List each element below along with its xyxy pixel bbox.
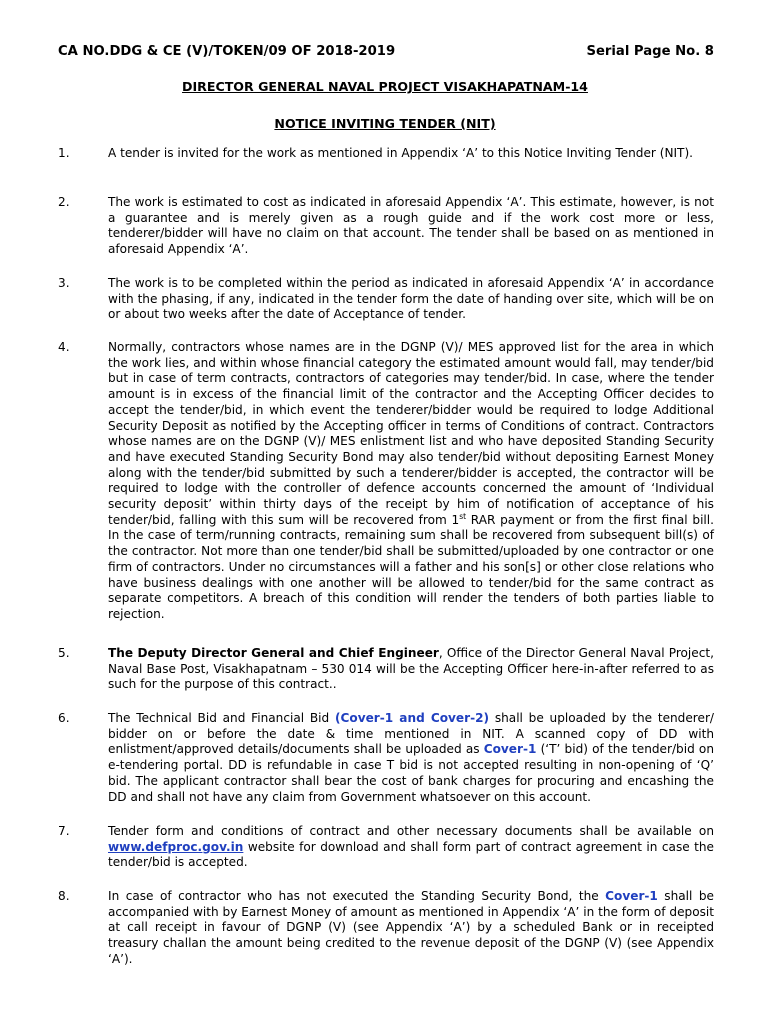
- clause-number: 5.: [58, 646, 70, 660]
- clause-number: 4.: [58, 340, 70, 354]
- clause-text: [108, 889, 714, 968]
- clause-text: A tender is invited for the work as mentioned in Appendix ‘A’ to this Notice Inviting Tender (NIT).: [108, 146, 694, 160]
- clause-text: [108, 824, 714, 871]
- clause-number: 2.: [58, 195, 70, 209]
- clause-text-part: Normally, contractors whose names are in the DGNP (V)/ MES approved list for the area in which the work lies, and within whose financial category the estimated amount would fall, may tender/bid but in case of term contracts, contractors of categories may tender/bid. In case, where the tender amount is in excess of the financial limit of the contractor and the Accepting Officer decides to accept the tender/bid, in which event the tenderer/bidder would be required to lodge Additional Security Deposit as notified by the Accepting officer in terms of Conditions of contract. Contractors whose names are on the DGNP (V)/ MES enlistment list and who have deposited Standing Security and have executed Standing Security Bond may also tender/bid without depositing Earnest Money along with the tender/bid submitted by such a tenderer/bidder is accepted, the contractor will be required to lodge with the controller of defence accounts concerned the amount of ‘Individual security deposit’ within thirty days of the receipt by him of notification of acceptance of his tender/bid, falling with this sum will be recovered from 1: [108, 340, 714, 527]
- clause-text-part: In case of contractor who has not executed the Standing Security Bond, the: [108, 889, 606, 903]
- clause-number: 3.: [58, 276, 70, 290]
- clause-text: The work is estimated to cost as indicated in aforesaid Appendix ‘A’. This estimate, however, is not a guarantee and is merely given as a rough guide and if the work cost more or less, tenderer/bidder will have no claim on that account. The tender shall be based on as mentioned in aforesaid Appendix ‘A’.: [108, 195, 714, 257]
- clause-text-part: Tender form and conditions of contract and other necessary documents shall be available on: [108, 824, 714, 838]
- clause-text-part: shall be accompanied with by Earnest Money of amount as mentioned in Appendix ‘A’ in the form of deposit at call receipt in favour of DGNP (V) (see Appendix ‘A’) by a scheduled Bank or in receipted treasury challan the amount being credited to the revenue deposit of the DGNP (V) (see Appendix ‘A’).: [108, 889, 714, 966]
- clause-text-part: The Technical Bid and Financial Bid: [108, 711, 335, 725]
- clause-text: [108, 340, 714, 623]
- accepting-officer-title: The Deputy Director General and Chief Engineer: [108, 646, 439, 660]
- serial-page-number: Serial Page No. 8: [586, 44, 714, 59]
- clause-text: [108, 711, 714, 805]
- clause-text: [108, 646, 714, 693]
- clause-text-part: shall be uploaded by the tenderer/ bidder on or before the date & time mentioned in NIT. A scanned copy of DD with enlistment/approved details/documents shall be uploaded as: [108, 711, 714, 757]
- clause-text: The work is to be completed within the period as indicated in aforesaid Appendix ‘A’ in accordance with the phasing, if any, indicated in the tender form the date of handing over site, which will be on or about two weeks after the date of Acceptance of tender.: [108, 276, 714, 322]
- defproc-website-link[interactable]: www.defproc.gov.in: [108, 839, 244, 854]
- cover-highlight: Cover-1: [483, 742, 537, 757]
- clause-number: 1.: [58, 146, 70, 160]
- clause-text-part: RAR payment or from the first final bill. In the case of term/running contracts, remaining sum shall be recovered from subsequent bill(s) of the contractor. Not more than one tender/bid shall be submitted/uploaded by one contractor or one firm of contractors. Under no circumstances will a father and his son[s] or other close relations who have business dealings with one another will be allowed to tender/bid for the same contract as separate competitors. A breach of this condition will render the tenders of both parties liable to rejection.: [108, 512, 714, 621]
- cover-highlight: (Cover-1 and Cover-2): [334, 711, 490, 725]
- clause-text-part: website for download and shall form part of contract agreement in case the tender/bid is accepted.: [108, 839, 714, 870]
- clause-text-part: (‘T’ bid) of the tender/bid on e-tendering portal. DD is refundable in case T bid is not accepted resulting in non-opening of ‘Q’ bid. The applicant contractor shall bear the cost of bank charges for procuring and encashing the DD and shall not have any claim from Government whatsoever on this account.: [108, 742, 714, 804]
- cover-highlight: Cover-1: [605, 889, 658, 903]
- clause-number: 8.: [58, 889, 70, 903]
- clause-number: 7.: [58, 824, 70, 838]
- ordinal-suffix: st: [459, 511, 467, 521]
- organization-title: DIRECTOR GENERAL NAVAL PROJECT VISAKHAPATNAM-14: [182, 79, 588, 94]
- contract-number: CA NO.DDG & CE (V)/TOKEN/09 OF 2018-2019: [58, 44, 396, 59]
- notice-title: NOTICE INVITING TENDER (NIT): [274, 116, 496, 131]
- clause-text-part: , Office of the Director General Naval Project, Naval Base Post, Visakhapatnam – 530 014 will be the Accepting Officer here-in-after referred to as such for the purpose of this contract..: [108, 646, 714, 692]
- page-header: [58, 44, 714, 64]
- clause-number: 6.: [58, 711, 70, 725]
